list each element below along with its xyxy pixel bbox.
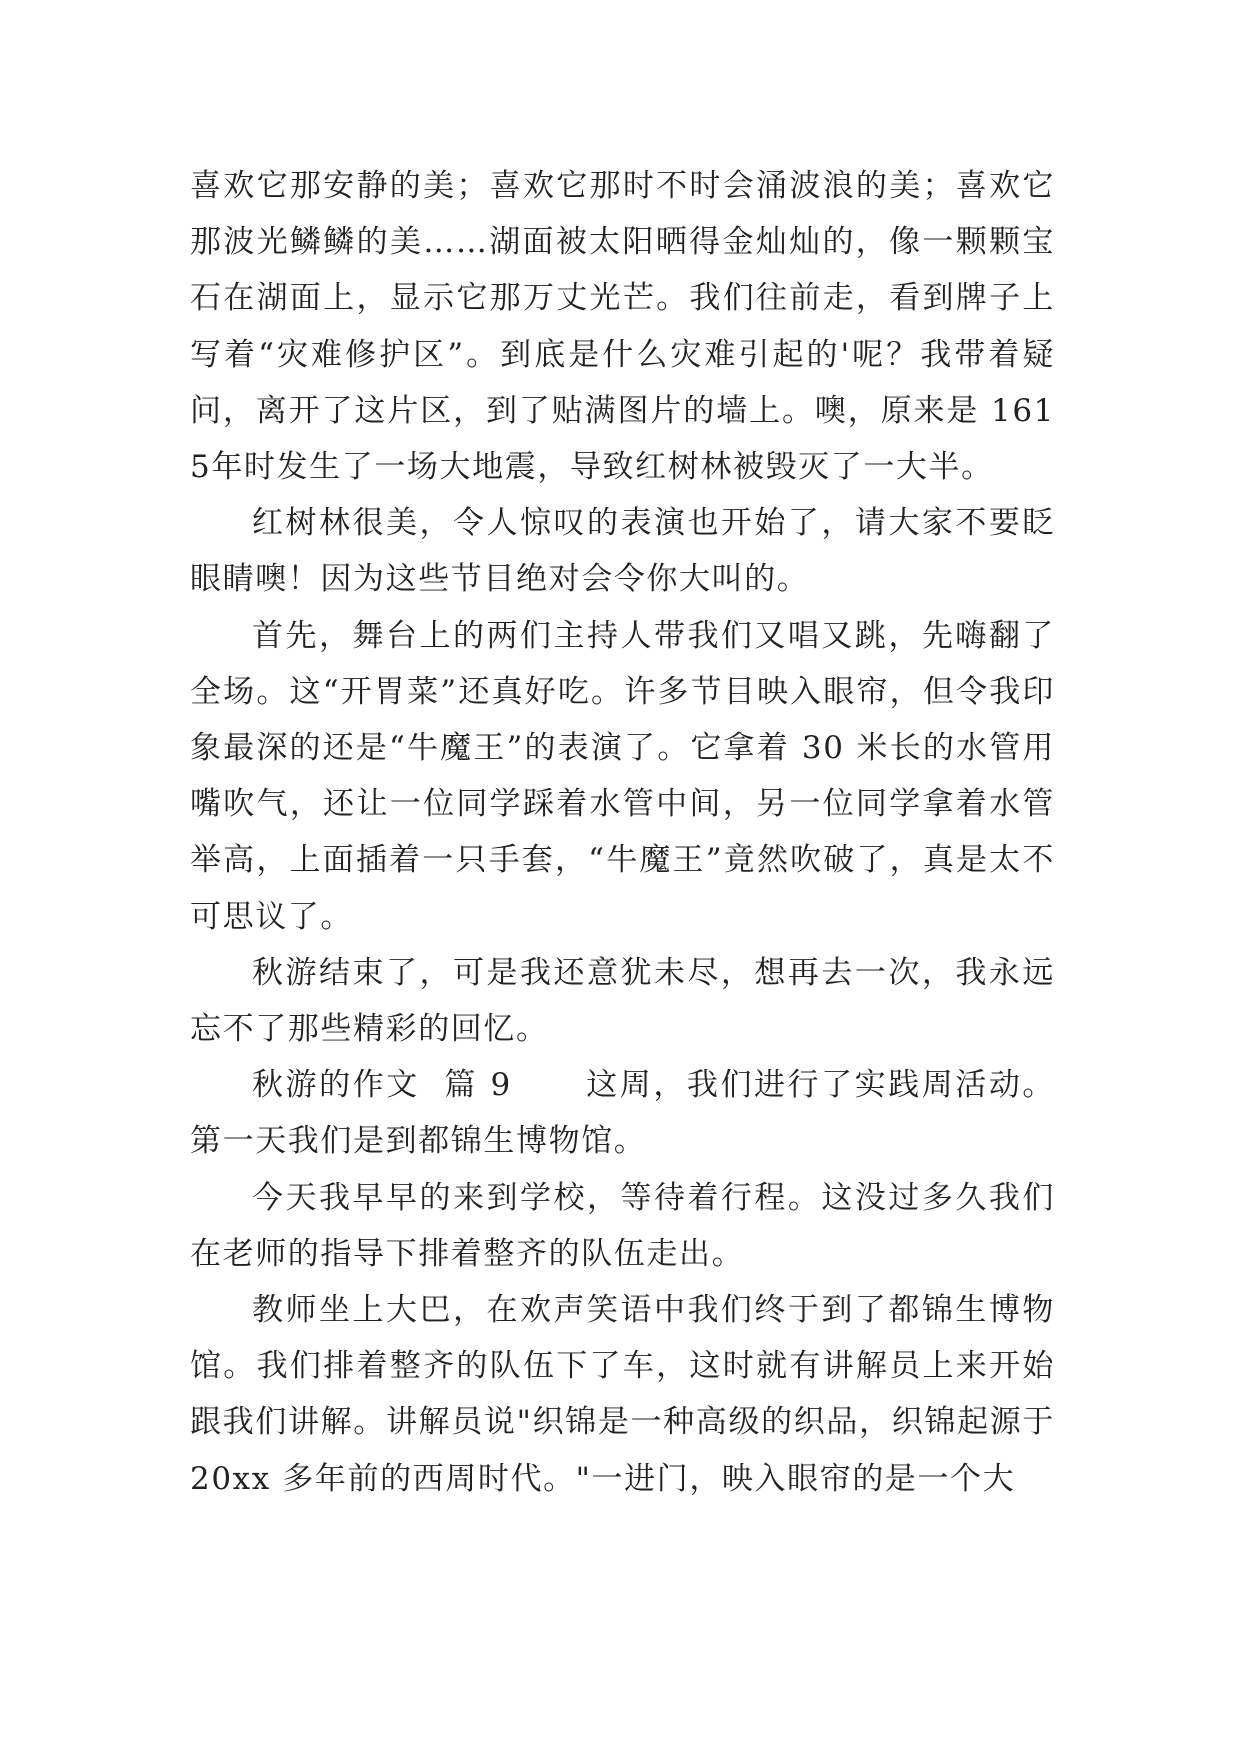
paragraph-trip-ends: 秋游结束了，可是我还意犹未尽，想再去一次，我永远忘不了那些精彩的回忆。 [190, 954, 1055, 1048]
paragraph-essay-9-heading: 秋游的作文 篇 9 这周，我们进行了实践周活动。第一天我们是到都锦生博物馆。 [190, 1067, 1055, 1160]
paragraph-bull-demon-king: 首先，舞台上的两们主持人带我们又唱又跳，先嗨翻了全场。这“开胃菜”还真好吃。许多节目映入眼帘，但令我印象最深的还是“牛魔王”的表演了。它拿着 30 米长的水管用嘴吹气，还让一位同学踩着水管中间，另一位同学拿着水管举高，上面插着一只手套，“牛魔王”竟然吹破了，真是太不可思议了。 [190, 617, 1055, 935]
article-body [190, 158, 1055, 1507]
paragraph-red-forest-lake: 喜欢它那安静的美；喜欢它那时不时会涌波浪的美；喜欢它那波光鳞鳞的美……湖面被太阳晒得金灿灿的，像一颗颗宝石在湖面上，显示它那万丈光芒。我们往前走，看到牌子上写着“灾难修护区”。到底是什么灾难引起的'呢？我带着疑问，离开了这片区，到了贴满图片的墙上。噢，原来是 1615年时发生了一场大地震，导致红树林被毁灭了一大半。 [190, 168, 1055, 486]
paragraph-arrive-school: 今天我早早的来到学校，等待着行程。这没过多久我们在老师的指导下排着整齐的队伍走出。 [190, 1179, 1055, 1272]
paragraph-show-begins: 红树林很美，令人惊叹的表演也开始了，请大家不要眨眼睛噢！因为这些节目绝对会令你大叫的。 [190, 505, 1055, 598]
paragraph-museum-visit: 教师坐上大巴，在欢声笑语中我们终于到了都锦生博物馆。我们排着整齐的队伍下了车，这时就有讲解员上来开始跟我们讲解。讲解员说"织锦是一种高级的织品，织锦起源于 20xx 多年前的西周时代。"一进门，映入眼帘的是一个大 [190, 1292, 1055, 1497]
